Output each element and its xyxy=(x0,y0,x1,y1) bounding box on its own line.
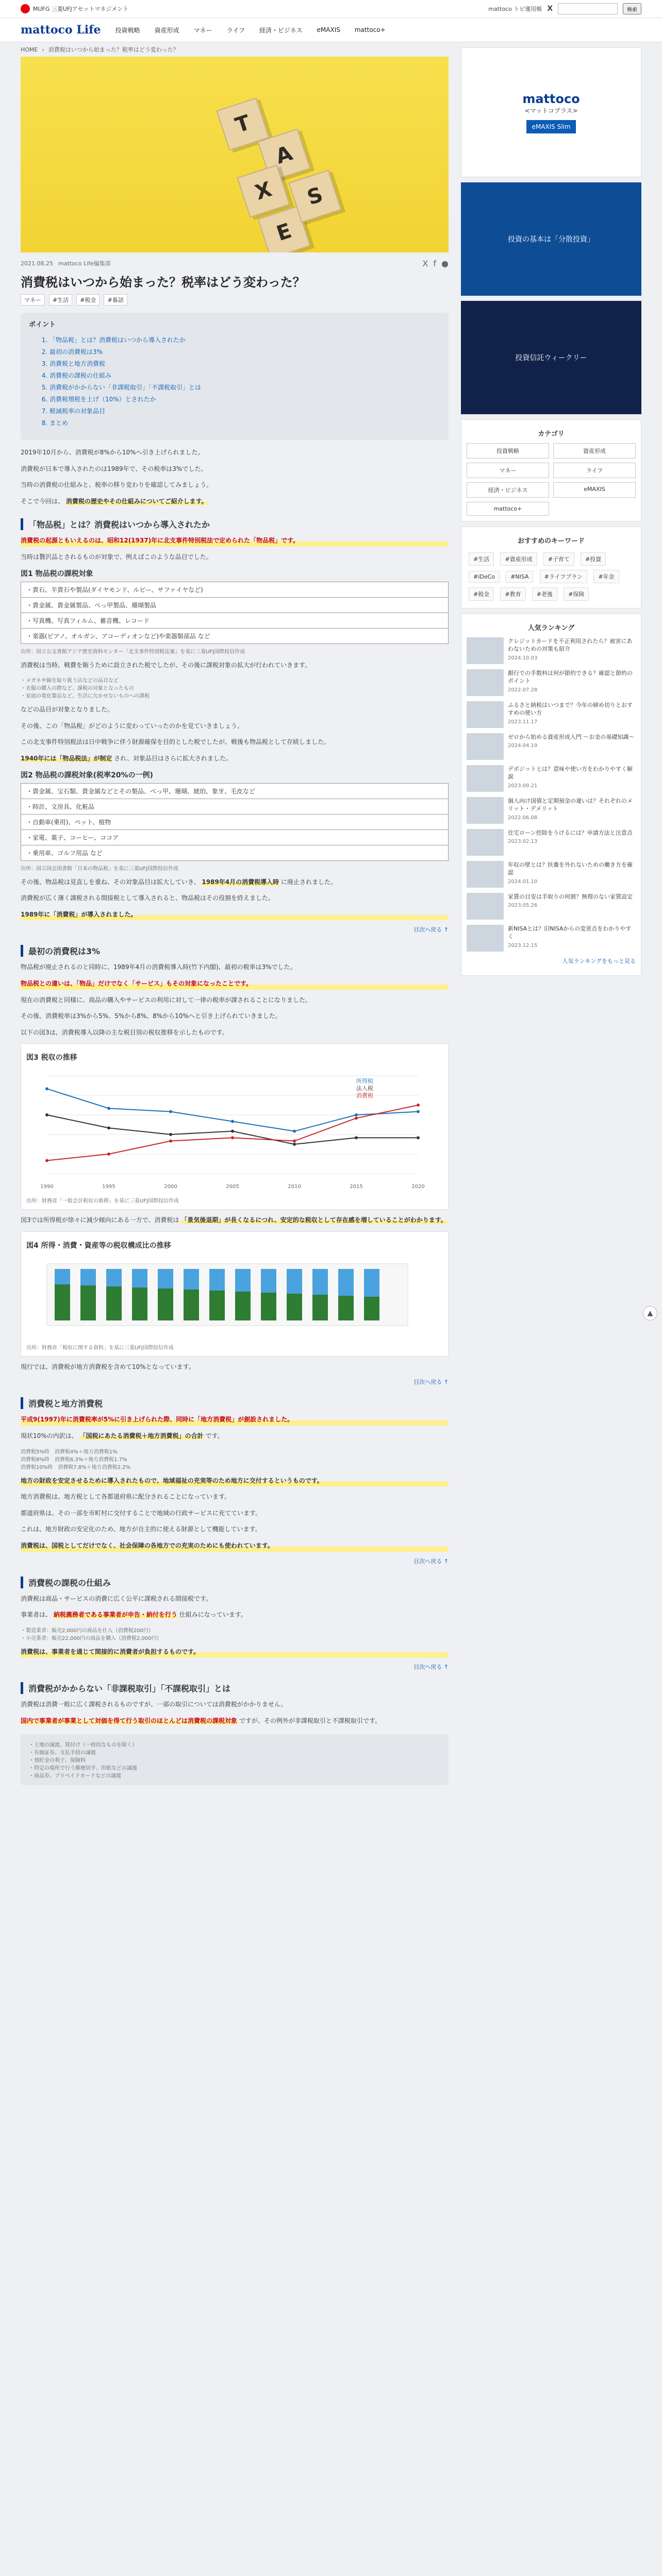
ranking-date: 2023.02.13 xyxy=(508,839,538,845)
bullet: ・家庭の電化製品など、生活に欠かせないものへの課税 xyxy=(21,693,150,700)
chart-note: 出所：財務省「一般会計税収の推移」を基に三菱UFJ国際投信作成 xyxy=(26,1198,179,1205)
top-right-links xyxy=(488,3,641,14)
ranking-title-text: 銀行での手数料は何が節約できる？確認と節約のポイント xyxy=(508,670,633,685)
ranking-thumbnail xyxy=(467,765,504,792)
keyword[interactable]: #投資 xyxy=(581,552,606,566)
toc-item[interactable]: 8. まとめ xyxy=(49,418,440,427)
chart-title: 図4 所得・消費・資産等の税収構成比の推移 xyxy=(26,1241,171,1250)
data-point xyxy=(169,1110,172,1113)
line-share-icon[interactable]: ● xyxy=(441,258,449,268)
data-point xyxy=(417,1104,420,1107)
toc-item[interactable]: 4. 消費税の課税の仕組み xyxy=(49,371,440,380)
ranking-title-text: ゼロから始める資産形成入門 〜お金の基礎知識〜 xyxy=(508,734,635,740)
tag[interactable]: マネー xyxy=(21,294,45,306)
breadcrumb xyxy=(21,42,449,57)
s2-paragraph: 以下の図3は、消費税導入以降の主な税目別の税収推移を示したものです。 xyxy=(21,1028,228,1036)
intro-p2: 消費税が日本で導入されたのは1989年で、その税率は3%でした。 xyxy=(21,465,207,472)
text: その後、物品税は見直しを重ね、その対象品目は拡大していき、 xyxy=(21,878,200,886)
keywords xyxy=(461,527,641,608)
ranking-item[interactable] xyxy=(467,797,636,824)
ad-title: mattoco xyxy=(522,91,580,106)
list-item: ・土地の譲渡、貸付け（一時的なものを除く） xyxy=(29,1742,137,1748)
line-chart xyxy=(26,1065,428,1194)
article-author: mattoco Life編集部 xyxy=(58,260,111,267)
tag[interactable]: #税金 xyxy=(76,294,100,306)
x-share-icon[interactable]: X xyxy=(422,258,428,268)
ranking-date: 2023.11.17 xyxy=(508,719,538,725)
ranking-item[interactable] xyxy=(467,637,636,664)
s3-paragraph: 都道府県は、その一部を市町村に交付することで地域の行政サービスに充てています。 xyxy=(21,1509,262,1517)
s2-paragraph: その後、消費税率は3%から5%、5%から8%、8%から10%へと引き上げられていきました。 xyxy=(21,1012,282,1020)
figure-note: 出所：国立国会図書館「日本の物品税」を基に三菱UFJ国際投信作成 xyxy=(21,866,179,872)
x-tick-label: 2005 xyxy=(226,1184,239,1190)
back-to-toc-link[interactable]: 目次へ戻る ↑ xyxy=(413,1379,449,1386)
section-title: 消費税の課税の仕組み xyxy=(21,1577,449,1588)
ranking-item[interactable] xyxy=(467,861,636,888)
text: に廃止されました。 xyxy=(280,878,337,886)
s3-highlight: 地方の財政を安定させるために導入されたもので、地域福祉の充実等のため地方に交付するというものです。 xyxy=(21,1476,449,1487)
categories xyxy=(461,419,641,521)
keyword[interactable]: #保険 xyxy=(564,587,589,601)
toc-item[interactable]: 1. 「物品税」とは？消費税はいつから導入されたか xyxy=(49,335,440,344)
ranking-title-text: ふるさと納税はいつまで？今年の締め切りとおすすめの使い方 xyxy=(508,702,633,717)
s1-suffix: され、対象品目はさらに拡大されました。 xyxy=(114,754,232,762)
ranking xyxy=(461,614,641,976)
keyword[interactable]: #子育て xyxy=(543,552,574,566)
toc-item[interactable]: 6. 消費税増税を上げ（10%）とされたか xyxy=(49,395,440,403)
facebook-share-icon[interactable]: f xyxy=(433,258,437,268)
table-row: ・貴金属、宝石類、貴金属などとその製品、べっ甲、珊瑚、琥珀、象牙、毛皮など xyxy=(21,783,449,799)
s4-p2 xyxy=(21,1609,449,1621)
keyword[interactable]: #老後 xyxy=(532,587,557,601)
s2-highlight: 物品税との違いは、「物品」だけでなく「サービス」もその対象になったことです。 xyxy=(21,978,449,990)
example: ・小売業者：販売22,000円の商品を購入（消費税2,000円） xyxy=(21,1635,162,1641)
data-point xyxy=(293,1140,296,1143)
toc-item[interactable]: 5. 消費税がかからない「非課税取引」「不課税取引」とは xyxy=(49,383,440,392)
data-point xyxy=(231,1137,234,1140)
data-point xyxy=(231,1120,234,1123)
breakdown: 消費税5%時 消費税4%＋地方消費税1% xyxy=(21,1449,118,1455)
text: ですが、その例外が非課税取引と不課税取引です。 xyxy=(239,1717,381,1724)
data-point xyxy=(107,1107,110,1110)
chevron-up-icon: ▲ xyxy=(647,1309,653,1317)
data-point xyxy=(417,1137,420,1140)
keyword[interactable]: #生活 xyxy=(469,552,494,566)
ranking-date: 2023.09.21 xyxy=(508,783,538,789)
figure-table xyxy=(21,582,449,644)
nav-item[interactable]: 経済・ビジネス xyxy=(259,26,303,34)
s2-paragraph: 現行では、消費税が地方消費税を含めて10%となっています。 xyxy=(21,1363,195,1370)
ad-subtitle: <マットコプラス> xyxy=(524,107,578,114)
highlight: 1989年4月の消費税導入時 xyxy=(202,878,279,886)
ranking-item[interactable] xyxy=(467,701,636,728)
breadcrumb-home[interactable]: HOME xyxy=(21,46,38,53)
breakdown: 消費税8%時 消費税6.3%＋地方消費税1.7% xyxy=(21,1456,127,1463)
ranking-title-text: 住宅ローン控除をうけるには？申請方法と注意点 xyxy=(508,829,633,836)
table-row: ・楽器(ピアノ、オルガン、アコーディオンなど)や楽器類部品 など xyxy=(21,628,449,643)
legend-item: 所得税 xyxy=(356,1078,373,1085)
nav-item[interactable]: マネー xyxy=(193,26,212,34)
s5-paragraph: 消費税は消費一般に広く課税されるものですが、一部の取引については消費税がかかりません。 xyxy=(21,1701,287,1708)
page-wrapper xyxy=(21,42,641,1792)
series-line xyxy=(47,1105,418,1161)
main-nav xyxy=(0,18,662,42)
example: ・製造業者：販売2,000円の商品を仕入（消費税200円） xyxy=(21,1628,154,1634)
s1-paragraph: その後、この「物品税」がどのように変わっていったのかを見ていきましょう。 xyxy=(21,722,243,730)
ranking-title-text: 家賃の目安は手取りの何割？無理のない家賃設定 xyxy=(508,893,633,900)
top-utility-bar xyxy=(0,0,662,18)
ranking-item[interactable] xyxy=(467,925,636,952)
list-item: ・商品券、プリペイドカードなどの譲渡 xyxy=(29,1773,122,1779)
table-row: ・乗用車、ゴルフ用品 など xyxy=(21,845,449,860)
s1-highlight: 消費税の起源ともいえるのは、昭和12(1937)年に北支事件特別税法で定められた「物品税」です。 xyxy=(21,535,449,547)
highlight: 「国税にあたる消費税＋地方消費税」の合計 xyxy=(79,1432,204,1440)
s1-p7 xyxy=(21,877,449,888)
highlight: 納税義務者である事業者が申告・納付を行う xyxy=(53,1611,177,1619)
ranking-thumbnail xyxy=(467,829,504,856)
share-buttons xyxy=(422,259,449,268)
nontax-list xyxy=(21,1734,449,1785)
ranking-thumbnail xyxy=(467,797,504,824)
legend-item: 法人税 xyxy=(356,1085,373,1092)
intro-p4-prefix: そこで今回は、 xyxy=(21,497,64,505)
section-title: 消費税と地方消費税 xyxy=(21,1397,449,1409)
intro-p1: 2019年10月から、消費税が8%から10%へ引き上げられました。 xyxy=(21,449,204,456)
category[interactable]: ライフ xyxy=(553,463,636,478)
ranking-date: 2024.01.10 xyxy=(508,878,538,885)
keyword[interactable]: #iDeCo xyxy=(469,571,500,583)
block: X xyxy=(237,164,290,217)
s1-paragraph: 消費税は当時、戦費を賄うために設立された税でしたが、その後に課税対象の拡大が行われていきます。 xyxy=(21,661,311,669)
ranking-title-text: 年収の壁とは？扶養を外れないための働き方を確認 xyxy=(508,861,633,876)
ranking-item[interactable] xyxy=(467,829,636,856)
keyword[interactable]: #税金 xyxy=(469,587,494,601)
ranking-title-text: 個人向け国債と定期預金の違いは？それぞれのメリット・デメリット xyxy=(508,798,633,812)
ranking-thumbnail xyxy=(467,669,504,696)
highlight: 「景気後退期」が長くなるにつれ、安定的な税収として存在感を増していることがわかります。 xyxy=(181,1216,447,1224)
breadcrumb-current: 消費税はいつから始まった？税率はどう変わった？ xyxy=(48,46,179,53)
s1-paragraph: 当時は贅沢品とされるものが対象で、例えばこのような品目でした。 xyxy=(21,553,212,561)
article-meta xyxy=(21,258,449,269)
s3-paragraph: 地方消費税は、地方税として各都道府県に配分されることになっています。 xyxy=(21,1493,231,1501)
data-point xyxy=(45,1088,48,1091)
ranking-date: 2023.05.26 xyxy=(508,903,538,909)
back-to-toc-link[interactable]: 目次へ戻る ↑ xyxy=(413,926,449,934)
x-tick-label: 2020 xyxy=(411,1184,425,1190)
ranking-title: 人気ランキング xyxy=(527,624,575,632)
article-tags xyxy=(21,294,449,306)
series-line xyxy=(47,1115,418,1144)
figure-note: 出所：国立公文書館アジア歴史資料センター「北支事件特別税法案」を基に三菱UFJ国際投信作成 xyxy=(21,649,245,655)
toc-item[interactable]: 3. 消費税と地方消費税 xyxy=(49,359,440,368)
table-row: ・家電、菓子、コーヒー、ココア xyxy=(21,829,449,845)
category[interactable]: mattoco+ xyxy=(467,502,549,516)
s1-paragraph: などの品目が対象となりました。 xyxy=(21,706,114,714)
text: 図3では所得税が徐々に減少傾向にある一方で、消費税は xyxy=(21,1216,179,1224)
ad-title: 投資信託ウィークリー xyxy=(515,354,587,362)
block: T xyxy=(216,97,269,150)
ranking-title-text: デポジットとは？意味や使い方をわかりやすく解説 xyxy=(508,766,633,781)
data-point xyxy=(45,1159,48,1162)
chart-note: 出所：財務省「税収に関する資料」を基に三菱UFJ国際投信作成 xyxy=(26,1345,174,1351)
list-item: ・預貯金の利子、保険料 xyxy=(29,1757,86,1764)
s4-highlight: 消費税は、事業者を通じて間接的に消費者が負担するものです。 xyxy=(21,1647,449,1658)
figure-table xyxy=(21,783,449,861)
ranking-date: 2022.06.08 xyxy=(508,815,538,821)
table-row: ・写真機、写真フィルム、蓄音機、レコード xyxy=(21,613,449,628)
table-row: ・自動車(乗用)、ペット、植物 xyxy=(21,814,449,829)
text: です。 xyxy=(205,1432,224,1440)
ad-title: 投資の基本は「分散投資」 xyxy=(508,235,594,244)
text: 事業者は、 xyxy=(21,1611,52,1619)
tax-revenue-chart xyxy=(21,1043,449,1210)
category[interactable]: 経済・ビジネス xyxy=(467,482,549,498)
weekly-ad[interactable] xyxy=(461,301,641,414)
section-title: 「物品税」とは？消費税はいつから導入されたか xyxy=(21,518,449,530)
keywords-title: おすすめのキーワード xyxy=(517,537,585,545)
table-of-contents xyxy=(21,313,449,440)
ranking-thumbnail xyxy=(467,893,504,920)
bullet: ・衣服の購入の際など、課税の対象となったもの xyxy=(21,686,134,692)
s2-p6 xyxy=(21,1215,449,1226)
table-row: ・貴石、半貴石や製品(ダイヤモンド、ルビー、サファイヤなど) xyxy=(21,582,449,597)
ranking-thumbnail xyxy=(467,861,504,888)
bullet: ・メガネや鏡を取り扱う店などの品目など xyxy=(21,678,119,684)
block: E xyxy=(257,206,310,252)
s3-highlight: 消費税は、国税としてだけでなく、社会保障の各地方での充実のためにも使われています。 xyxy=(21,1540,449,1552)
nav-item[interactable]: 投資戦略 xyxy=(115,26,140,34)
x-tick-label: 2010 xyxy=(288,1184,301,1190)
ranking-item[interactable] xyxy=(467,733,636,760)
mattoco-ad[interactable] xyxy=(461,47,641,177)
table-row: ・時計、文房具、化粧品 xyxy=(21,799,449,814)
s2-paragraph: 物品税が廃止されるのと同時に、1989年4月の消費税導入時(竹下内閣)、最初の税率は3%でした。 xyxy=(21,963,296,971)
breadcrumb-separator: › xyxy=(42,46,44,53)
data-point xyxy=(45,1113,48,1116)
chart-title: 図3 税収の推移 xyxy=(26,1054,77,1062)
ranking-date: 2024.10.03 xyxy=(508,655,538,661)
top-link[interactable]: mattoco トピ運用帳 xyxy=(488,6,542,12)
s1-paragraph: この北支事件特別税法は日中戦争に伴う財源確保を目的とした税でしたが、戦後も物品税として存続しました。 xyxy=(21,738,330,746)
toc-item[interactable]: 7. 軽減税率の対象品目 xyxy=(49,406,440,415)
category[interactable]: eMAXIS xyxy=(553,482,636,498)
data-point xyxy=(355,1137,358,1140)
main-column xyxy=(21,42,449,1792)
data-point xyxy=(293,1130,296,1133)
intro-p4 xyxy=(21,496,449,507)
x-tick-label: 2000 xyxy=(164,1184,177,1190)
ranking-thumbnail xyxy=(467,701,504,728)
ranking-date: 2024.04.19 xyxy=(508,743,538,749)
ad-tag: eMAXIS Slim xyxy=(526,120,575,133)
article-title: 消費税はいつから始まった？税率はどう変わった？ xyxy=(21,275,305,290)
s1-highlight: 1989年に「消費税」が導入されました。 xyxy=(21,909,449,921)
nav-item[interactable]: ライフ xyxy=(226,26,245,34)
highlight: 国内で事業者が事業として対価を得て行う取引のほとんどは消費税の課税対象 xyxy=(21,1717,238,1724)
categories-title: カテゴリ xyxy=(538,430,565,438)
back-to-toc-link[interactable]: 目次へ戻る ↑ xyxy=(413,1557,449,1565)
x-tick-label: 2015 xyxy=(350,1184,363,1190)
table-row: ・貴金属、貴金属製品、べっ甲製品、珊瑚製品 xyxy=(21,597,449,613)
text: 仕組みになっています。 xyxy=(179,1611,247,1619)
s2-paragraph: 現在の消費税と同様に、商品の購入やサービスの利用に対して一律の税率が課されることになりました。 xyxy=(21,996,312,1004)
nav-item[interactable]: 資産形成 xyxy=(154,26,179,34)
s1-highlight: 1940年には「物品税法」が制定 xyxy=(21,754,112,762)
tag[interactable]: #生活 xyxy=(49,294,72,306)
article-date: 2021.08.25 xyxy=(21,260,53,267)
mufg-logo-icon xyxy=(21,4,30,13)
data-point xyxy=(107,1153,110,1156)
keyword[interactable]: #ライフプラン xyxy=(540,570,588,583)
keyword[interactable]: #NISA xyxy=(506,571,533,583)
tag[interactable]: #暮話 xyxy=(104,294,127,306)
s5-p2 xyxy=(21,1716,449,1727)
stacked-bar-chart xyxy=(26,1253,428,1341)
site-logo[interactable]: mattoco Life xyxy=(21,23,101,37)
ranking-title-text: 新NISAとは？旧NISAからの変更点をわかりやすく xyxy=(508,925,632,940)
ranking-thumbnail xyxy=(467,925,504,952)
data-point xyxy=(417,1110,420,1113)
keyword[interactable]: #教育 xyxy=(500,587,525,601)
s3-paragraph: これは、地方財政の安定化のため、地方が自主的に使える財源として機能しています。 xyxy=(21,1526,261,1533)
ranking-title-text: クレジットカードを不正利用されたら？被害にあわないための対策も紹介 xyxy=(508,638,633,653)
data-point xyxy=(231,1130,234,1133)
data-point xyxy=(355,1113,358,1116)
list-item: ・特定の場所で行う郵便切手、印紙などの譲渡 xyxy=(29,1765,137,1771)
data-point xyxy=(293,1143,296,1146)
ranking-date: 2023.12.15 xyxy=(508,942,538,948)
data-point xyxy=(355,1117,358,1120)
figure-title: 図2 物品税の課税対象(税率20%の一例) xyxy=(21,771,153,779)
legend-item: 消費税 xyxy=(356,1092,373,1099)
ranking-item[interactable] xyxy=(467,669,636,696)
search-input[interactable] xyxy=(558,3,618,14)
keyword[interactable]: #資産形成 xyxy=(500,552,537,566)
intro-p4-highlight: 消費税の歴史やその仕組みについてご紹介します。 xyxy=(65,497,208,505)
s1-hl2-paragraph xyxy=(21,753,449,765)
list-item: ・有価証券、支払手段の譲渡 xyxy=(29,1750,96,1756)
category[interactable]: 資産形成 xyxy=(553,443,636,459)
breakdown: 消費税10%時 消費税7.8%＋地方消費税2.2% xyxy=(21,1464,131,1470)
figure-title: 図1 物品税の課税対象 xyxy=(21,569,93,578)
ranking-date: 2022.07.28 xyxy=(508,687,538,693)
mufg-brand xyxy=(21,4,128,13)
category[interactable]: 投資戦略 xyxy=(467,443,549,459)
data-point xyxy=(169,1140,172,1143)
data-point xyxy=(107,1127,110,1130)
ranking-more-link[interactable]: 人気ランキングをもっと見る xyxy=(562,958,636,964)
x-social-icon[interactable]: X xyxy=(547,5,553,13)
toc-item[interactable]: 2. 最初の消費税は3% xyxy=(49,347,440,356)
toc-title: ポイント xyxy=(29,321,56,329)
nav-item[interactable]: eMAXIS xyxy=(317,26,340,33)
category[interactable]: マネー xyxy=(467,463,549,478)
investment-ad[interactable] xyxy=(461,182,641,296)
data-point xyxy=(169,1133,172,1136)
keyword[interactable]: #年金 xyxy=(593,570,619,583)
sidebar xyxy=(461,42,641,1792)
s1-paragraph: 消費税が広く薄く課税される間接税として導入されると、物品税はその役割を終えました。 xyxy=(21,894,275,902)
s4-paragraph: 消費税は商品・サービスの消費に広く公平に課税される間接税です。 xyxy=(21,1595,212,1602)
search-button[interactable]: 検索 xyxy=(623,3,641,14)
text: 現状10%の内訳は、 xyxy=(21,1432,78,1440)
section-title: 消費税がかからない「非課税取引」「不課税取引」とは xyxy=(21,1682,449,1694)
x-tick-label: 1995 xyxy=(102,1184,115,1190)
nav-item[interactable]: mattoco+ xyxy=(354,26,386,33)
scroll-top-button[interactable] xyxy=(643,1306,657,1320)
block: S xyxy=(288,170,341,223)
intro-p3: 当時の消費税の仕組みと、税率の移り変わりを確認してみましょう。 xyxy=(21,481,213,489)
s3-highlight: 平成9(1997)年に消費税率が5%に引き上げられた際、同時に「地方消費税」が創設されました。 xyxy=(21,1414,449,1426)
x-tick-label: 1990 xyxy=(40,1184,54,1190)
ranking-item[interactable] xyxy=(467,765,636,792)
back-to-toc-link[interactable]: 目次へ戻る ↑ xyxy=(413,1664,449,1671)
block: A xyxy=(257,128,310,181)
section-title: 最初の消費税は3% xyxy=(21,945,449,957)
tax-composition-chart xyxy=(21,1231,449,1357)
ranking-thumbnail xyxy=(467,733,504,760)
hero-image xyxy=(21,57,449,252)
ranking-item[interactable] xyxy=(467,893,636,920)
s3-p2 xyxy=(21,1431,449,1442)
ranking-thumbnail xyxy=(467,637,504,664)
mufg-brand-text: MUFG 三菱UFJアセットマネジメント xyxy=(33,6,129,12)
